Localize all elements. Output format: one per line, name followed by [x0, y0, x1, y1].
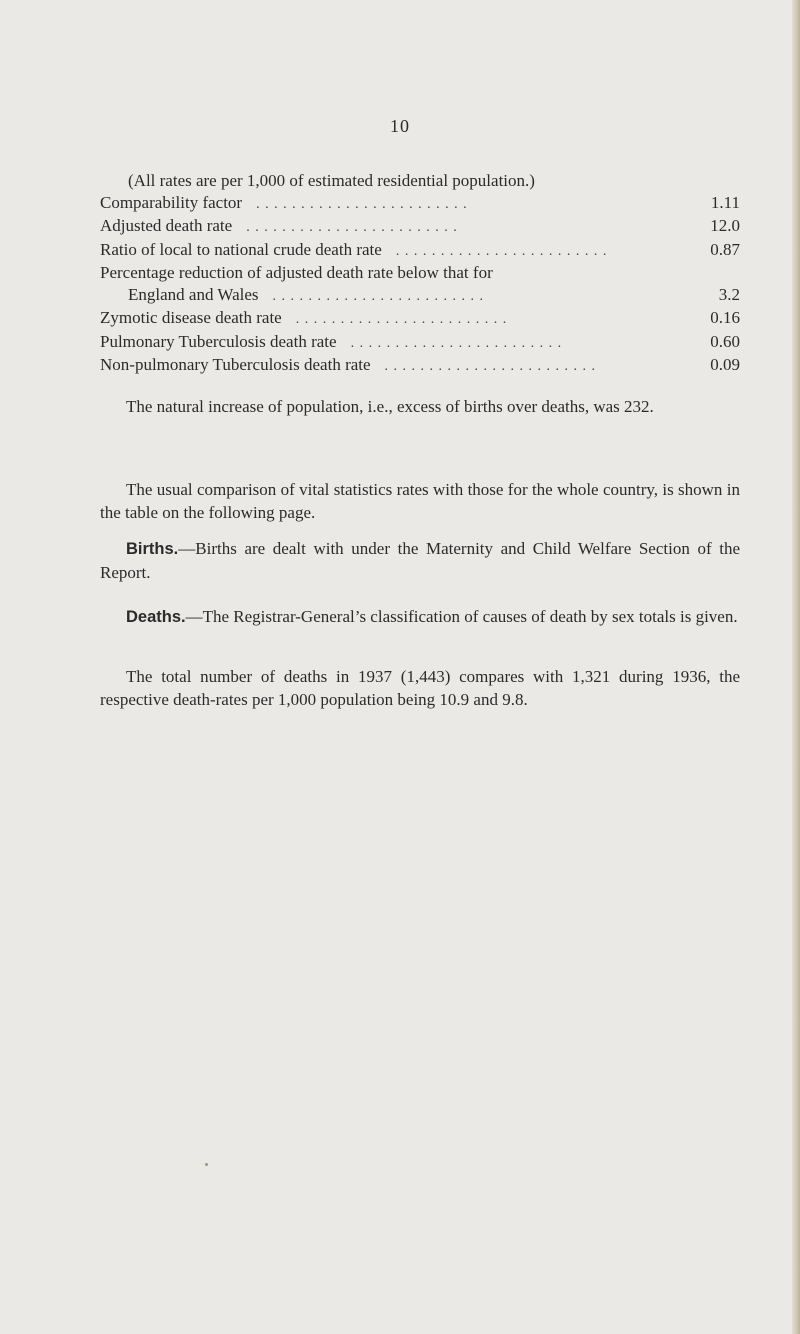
deaths-text: —The Registrar-General’s classification of causes of death by sex totals is given. [185, 607, 738, 626]
rate-value: 0.60 [710, 331, 740, 351]
rate-label: Ratio of local to national crude death rate [100, 239, 382, 259]
rate-row-comparability-factor [100, 192, 740, 216]
rate-row-ratio-local-national [100, 239, 740, 263]
rate-value: 0.87 [710, 239, 740, 259]
page-edge [792, 0, 800, 1334]
births-text: —Births are dealt with under the Maternity and Child Welfare Section of the Report. [100, 539, 740, 582]
deaths-paragraph [100, 605, 740, 629]
rate-label: Percentage reduction of adjusted death rate below that for [100, 263, 493, 282]
deaths-section [100, 605, 740, 629]
rate-label: Adjusted death rate [100, 216, 233, 235]
comparison-paragraph [100, 478, 740, 524]
paragraph-text: The usual comparison of vital statistics rates with those for the whole country, is shown in the table on the following page. [100, 480, 740, 522]
leader-dots: . . . . . . . . . . . . . . . . . . . . . . . . [246, 220, 458, 235]
rate-label: Comparability factor [100, 192, 243, 212]
rate-value: 1.11 [710, 192, 740, 212]
rate-row-non-pulmonary-tuberculosis [100, 354, 740, 378]
leader-dots: . . . . . . . . . . . . . . . . . . . . . . . . [256, 196, 468, 212]
leader-dots: . . . . . . . . . . . . . . . . . . . . . . . . [295, 312, 508, 327]
leader-dots: . . . . . . . . . . . . . . . . . . . . . . . . [350, 335, 563, 351]
rate-value: 0.16 [710, 308, 740, 327]
leader-dots: . . . . . . . . . . . . . . . . . . . . . . . . [384, 359, 597, 374]
births-section [100, 537, 740, 584]
paragraph-text: The natural increase of population, i.e., excess of births over deaths, was 232. [126, 397, 654, 416]
rate-label: Pulmonary Tuberculosis death rate [100, 331, 337, 351]
rate-label: Zymotic disease death rate [100, 308, 282, 327]
total-deaths-paragraph [100, 665, 740, 711]
rate-value: 12.0 [710, 216, 740, 235]
leader-dots: . . . . . . . . . . . . . . . . . . . . . . . . [272, 288, 485, 304]
deaths-heading: Deaths. [126, 608, 186, 626]
rates-table-header: (All rates are per 1,000 of estimated residential population.) [128, 171, 535, 190]
rate-row-percentage-reduction [100, 262, 740, 284]
rate-label: Non-pulmonary Tuberculosis death rate [100, 355, 371, 374]
births-paragraph [100, 537, 740, 584]
rate-row-adjusted-death-rate [100, 215, 740, 239]
natural-increase-paragraph [100, 395, 740, 418]
paper-speck [205, 1163, 208, 1166]
rate-value: 3.2 [718, 284, 740, 304]
leader-dots: . . . . . . . . . . . . . . . . . . . . . . . . [395, 243, 608, 259]
page-number: 10 [390, 116, 410, 136]
births-heading: Births. [126, 540, 179, 558]
paragraph-text: The total number of deaths in 1937 (1,443) compares with 1,321 during 1936, the respective death-rates per 1,000 population being 10.9 and 9.8. [100, 667, 740, 709]
rate-row-england-and-wales [100, 284, 740, 308]
rate-row-pulmonary-tuberculosis [100, 331, 740, 355]
rates-table [100, 170, 740, 378]
rate-label: England and Wales [128, 284, 259, 304]
rate-value: 0.09 [710, 355, 740, 374]
rate-row-zymotic-disease [100, 307, 740, 331]
